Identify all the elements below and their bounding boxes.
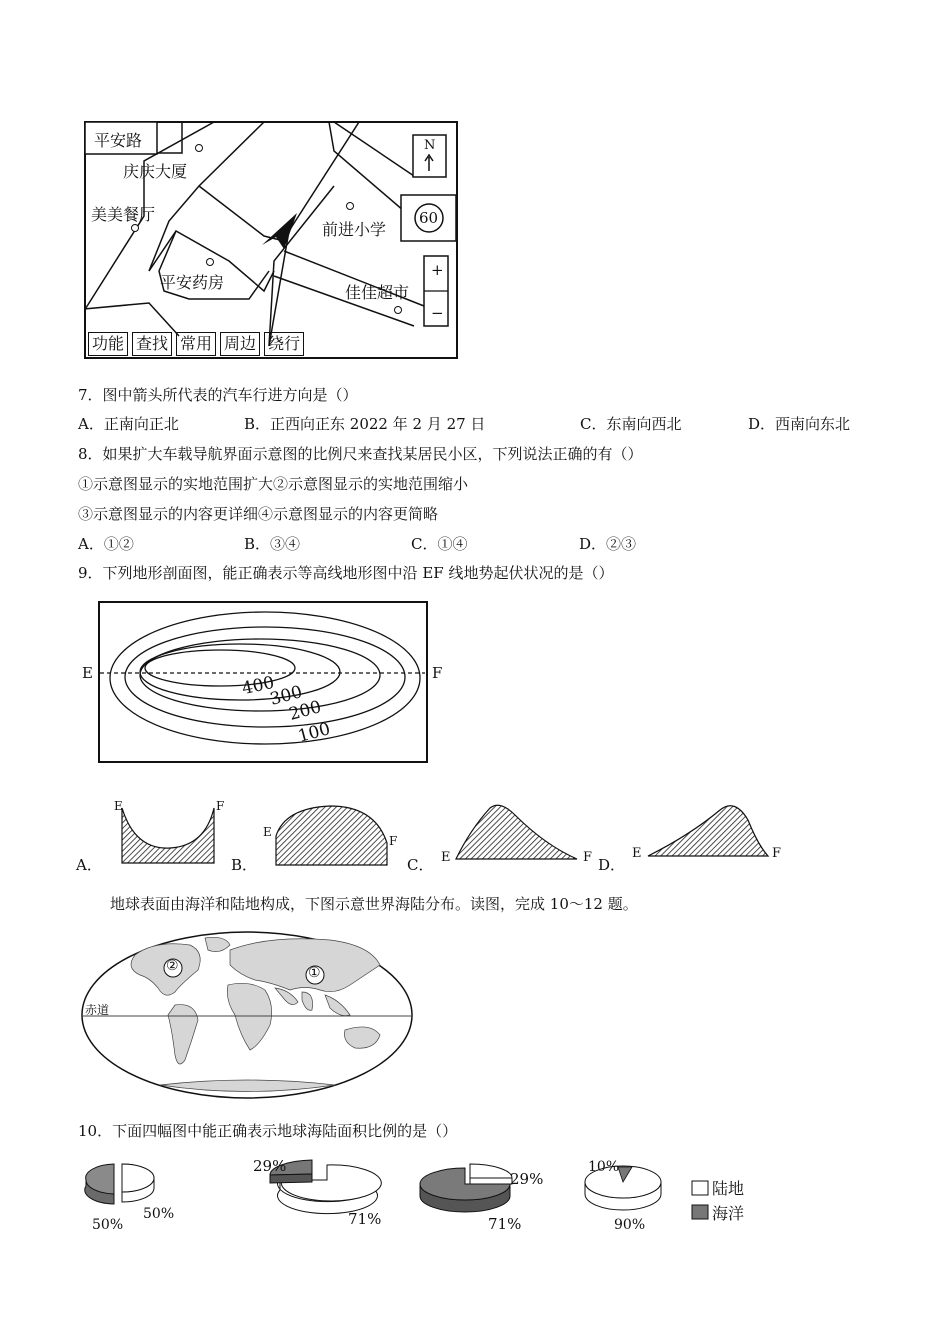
q8-option-c: C．①④ [411, 535, 468, 553]
pie-c-label-large: 71% [488, 1215, 522, 1233]
pie-a-label-left: 50% [92, 1217, 124, 1233]
profile-d-e: E [632, 846, 642, 861]
question-10: 10．下面四幅图中能正确表示地球海陆面积比例的是（） [78, 1122, 458, 1140]
poi-label-meimei: 美美餐厅 [91, 205, 156, 224]
contour-label-300: 300 [267, 682, 305, 710]
q8-option-b: B．③④ [244, 535, 301, 553]
speed-limit-sign: 60 [419, 209, 439, 227]
q7-option-c: C．东南向西北 [580, 415, 682, 433]
poi-label-qianjin: 前进小学 [322, 220, 387, 239]
detour-button[interactable]: 绕行 [264, 332, 304, 356]
question-9: 9．下列地形剖面图，能正确表示等高线地形图中沿 EF 线地势起伏状况的是（） [78, 564, 614, 582]
pie-d-label-large: 90% [614, 1217, 646, 1233]
q8-statement-line-2: ③示意图显示的内容更详细④示意图显示的内容更简略 [78, 505, 439, 523]
contour-f-label: F [432, 664, 443, 682]
profile-d [648, 806, 768, 856]
contour-e-label: E [82, 664, 93, 682]
poi-label-pingan: 平安药房 [160, 273, 225, 292]
q7-option-b: B．正西向正东 2022 年 2 月 27 日 [244, 415, 486, 433]
pie-a [85, 1162, 154, 1204]
profile-d-f: F [772, 846, 782, 861]
profile-b-e: E [263, 825, 272, 839]
contour-label-400: 400 [240, 672, 277, 700]
pie-c [420, 1164, 512, 1212]
pie-b-label-small: 29% [253, 1157, 287, 1175]
function-button[interactable]: 功能 [88, 332, 128, 356]
nearby-button[interactable]: 周边 [220, 332, 260, 356]
pie-d-label-small: 10% [588, 1159, 620, 1175]
world-map-mark-2: ② [166, 958, 179, 974]
zoom-out-button[interactable]: − [431, 304, 444, 322]
profile-b [276, 806, 387, 865]
pie-b-label-large: 71% [348, 1210, 382, 1228]
world-map [80, 930, 415, 1100]
legend-land-label: 陆地 [712, 1179, 745, 1198]
world-map-mark-1: ① [308, 965, 321, 981]
q9-option-d-letter: D． [598, 856, 626, 874]
q8-statement-line-1: ①示意图显示的实地范围扩大②示意图显示的实地范围缩小 [78, 475, 469, 493]
question-8: 8．如果扩大车载导航界面示意图的比例尺来查找某居民小区，下列说法正确的有（） [78, 445, 643, 463]
contour-label-100: 100 [295, 719, 333, 747]
q9-option-b-letter: B． [231, 856, 258, 874]
profile-a-e: E [114, 799, 123, 813]
road-label: 平安路 [94, 131, 143, 150]
profile-c-f: F [583, 850, 593, 865]
north-label: N [424, 138, 436, 153]
q8-option-d: D．②③ [579, 535, 637, 553]
poi-label-qingqing: 庆庆大厦 [123, 162, 188, 181]
q9-option-c-letter: C． [407, 856, 434, 874]
equator-label: 赤道 [85, 1003, 110, 1017]
pie-c-label-small: 29% [510, 1170, 544, 1188]
pie-b [270, 1160, 381, 1214]
search-button[interactable]: 查找 [132, 332, 172, 356]
legend-ocean-label: 海洋 [712, 1204, 745, 1223]
profile-c [456, 805, 577, 859]
profile-b-f: F [389, 834, 398, 848]
favorites-button[interactable]: 常用 [176, 332, 216, 356]
pie-charts [0, 1150, 950, 1250]
pie-a-label-right: 50% [143, 1206, 175, 1222]
profile-a-f: F [216, 799, 225, 813]
q9-option-a-letter: A． [76, 856, 102, 874]
legend-ocean-swatch [692, 1205, 708, 1219]
zoom-in-button[interactable]: + [431, 261, 444, 279]
q7-option-a: A．正南向正北 [78, 415, 179, 433]
question-7: 7．图中箭头所代表的汽车行进方向是（） [78, 386, 358, 404]
profile-a [122, 808, 214, 863]
q7-option-d: D．西南向东北 [748, 415, 851, 433]
legend-land-swatch [692, 1181, 708, 1195]
section-intro: 地球表面由海洋和陆地构成，下图示意世界海陆分布。读图，完成 10～12 题。 [110, 895, 638, 913]
contour-label-200: 200 [286, 697, 324, 725]
profile-c-e: E [441, 850, 451, 865]
poi-label-jiajia: 佳佳超市 [345, 283, 410, 302]
q8-option-a: A．①② [78, 535, 134, 553]
